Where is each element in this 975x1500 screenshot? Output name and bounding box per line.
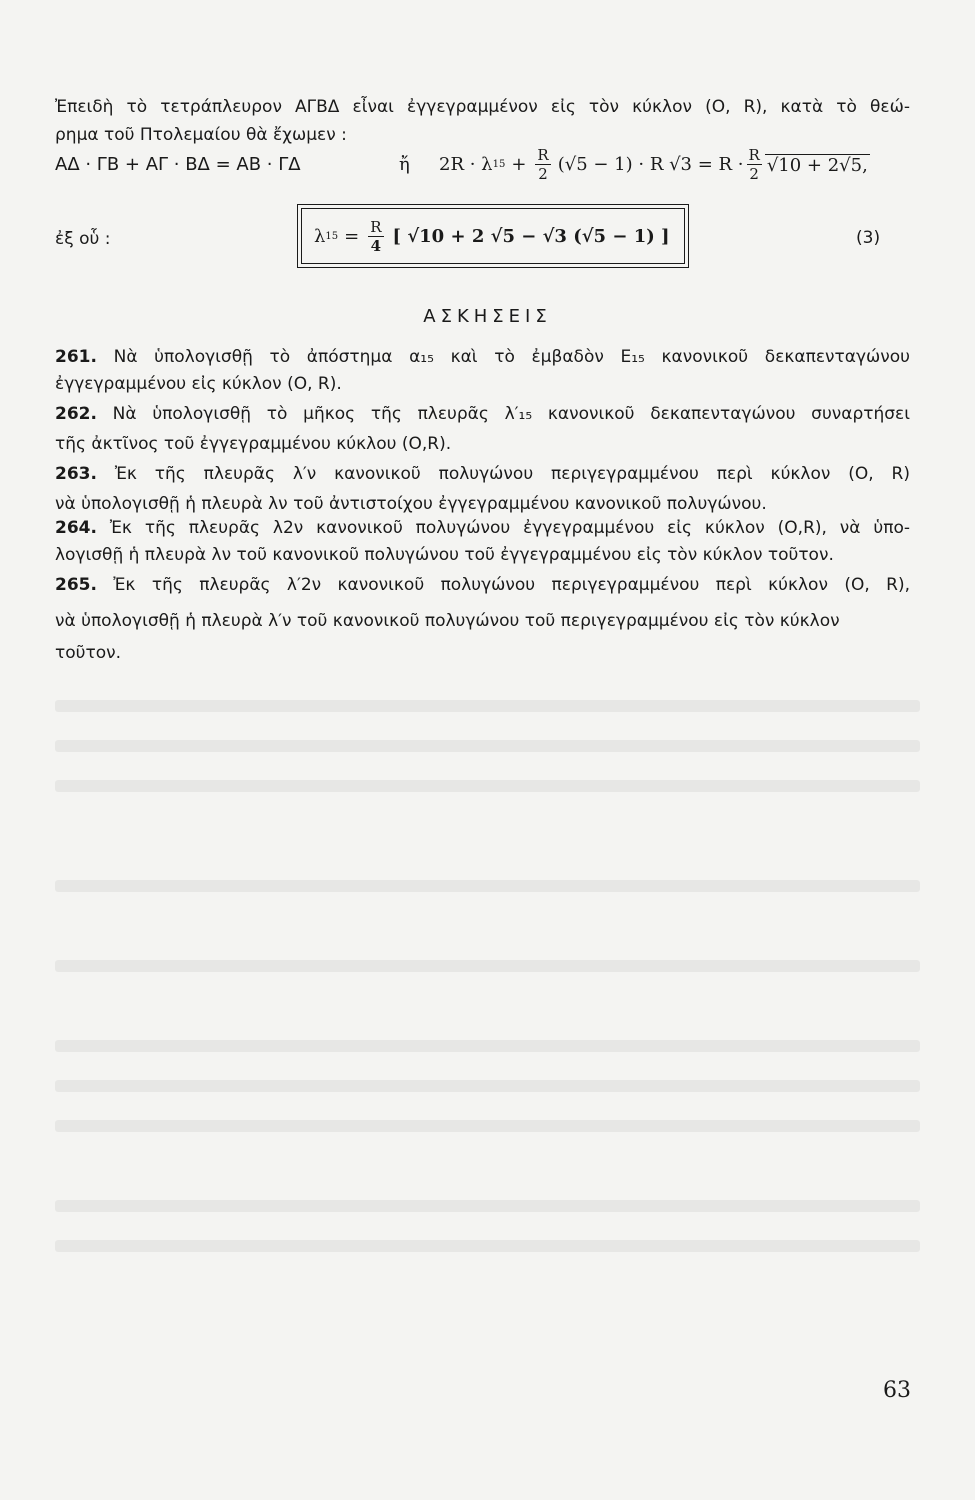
show-through-artifact [55, 1040, 920, 1052]
exercise-264-line-1 [55, 517, 910, 539]
exercise-262-line-1 [55, 403, 910, 425]
exercise-263-line-2: νὰ ὑπολογισθῇ ἡ πλευρὰ λν τοῦ ἀντιστοίχου ἐγγεγραμμένου κανονικοῦ πολυγώνου. [55, 494, 767, 514]
show-through-artifact [55, 960, 920, 972]
frac-numerator: R [537, 146, 549, 164]
eq-part-b: (√5 − 1) · R √3 = R · [557, 154, 744, 175]
exercise-265-line-1 [55, 574, 910, 596]
exercise-number: 265. [55, 575, 97, 595]
boxed-equals: = [344, 225, 360, 247]
exercise-text: Ἐκ τῆς πλευρᾶς λ′2ν κανονικοῦ πολυγώνου περιγεγραμμένου περὶ κύκλον (Ο, R), [96, 575, 910, 595]
exercise-263-line-1 [55, 463, 910, 485]
equation-tag: (3) [856, 228, 881, 248]
show-through-artifact [55, 1120, 920, 1132]
show-through-artifact [55, 780, 920, 792]
frac2-numerator: R [748, 146, 760, 164]
exercise-number: 262. [55, 404, 97, 424]
exercise-262-line-2: τῆς ἀκτῖνος τοῦ ἐγγεγραμμένου κύκλου (Ο,R). [55, 434, 452, 454]
boxed-frac-numerator: R [370, 217, 382, 236]
show-through-artifact [55, 700, 920, 712]
show-through-artifact [55, 1240, 920, 1252]
intro-line-2: ρημα τοῦ Πτολεμαίου θὰ ἔχωμεν : [55, 125, 347, 145]
exercise-number: 263. [55, 464, 97, 484]
show-through-artifact [55, 1080, 920, 1092]
eq-plus: + [511, 154, 527, 175]
frac-denominator: 2 [538, 165, 548, 183]
exercise-number: 261. [55, 347, 97, 367]
from-which-label: ἐξ οὗ : [55, 229, 111, 249]
exercise-265-line-2: νὰ ὑπολογισθῇ ἡ πλευρὰ λ′ν τοῦ κανονικοῦ πολυγώνου τοῦ περιγεγραμμένου εἰς τὸν κύκλον [55, 611, 840, 631]
equation-right [439, 146, 870, 183]
eq-fraction-r-2 [535, 146, 550, 183]
boxed-formula-inner [301, 208, 685, 264]
exercise-261-line-2: ἐγγεγραμμένου εἰς κύκλον (Ο, R). [55, 374, 342, 394]
exercise-text: Ἐκ τῆς πλευρᾶς λ2ν κανονικοῦ πολυγώνου ἐγγεγραμμένου εἰς κύκλον (Ο,R), νὰ ὑπο- [96, 518, 910, 538]
exercise-text: Νὰ ὑπολογισθῇ τὸ ἀπόστημα α₁₅ καὶ τὸ ἐμβαδὸν Ε₁₅ κανονικοῦ δεκαπενταγώνου [96, 347, 910, 367]
show-through-artifact [55, 1200, 920, 1212]
equation-left: ΑΔ · ΓΒ + ΑΓ · ΒΔ = ΑΒ · ΓΔ [55, 154, 301, 175]
intro-line-1: Ἐπειδὴ τὸ τετράπλευρον ΑΓΒΔ εἶναι ἐγγεγραμμένον εἰς τὸν κύκλον (Ο, R), κατὰ τὸ θεώ- [55, 97, 910, 117]
lambda-symbol: λ [314, 225, 326, 247]
eq-part-a: 2R · λ [439, 154, 493, 175]
frac2-denominator: 2 [749, 165, 759, 183]
boxed-frac-denominator: 4 [370, 236, 382, 255]
show-through-artifact [55, 740, 920, 752]
eq-sub-15: 15 [492, 159, 506, 170]
exercise-text: Ἐκ τῆς πλευρᾶς λ′ν κανονικοῦ πολυγώνου περιγεγραμμένου περὶ κύκλον (Ο, R) [96, 464, 910, 484]
ptolemy-equation [55, 142, 910, 186]
exercise-text: Νὰ ὑπολογισθῇ τὸ μῆκος τῆς πλευρᾶς λ′₁₅ κανονικοῦ δεκαπενταγώνου συναρτήσει [96, 404, 910, 424]
section-heading: ΑΣΚΗΣΕΙΣ [423, 306, 552, 327]
exercise-264-line-2: λογισθῇ ἡ πλευρὰ λν τοῦ κανονικοῦ πολυγώνου τοῦ ἐγγεγραμμένου εἰς τὸν κύκλον τοῦτον. [55, 545, 834, 565]
eq-radical: √10 + 2√5, [766, 154, 868, 176]
exercise-265-line-3: τοῦτον. [55, 643, 122, 663]
eq-fraction-r-2-b [747, 146, 762, 183]
boxed-bracket-expression: [ √10 + 2 √5 − √3 (√5 − 1) ] [392, 225, 670, 247]
page-number: 63 [883, 1378, 911, 1403]
boxed-formula [297, 204, 689, 268]
equation-or: ἤ [399, 154, 410, 175]
exercise-261-line-1 [55, 346, 910, 368]
boxed-fraction-r-4 [368, 218, 383, 255]
lambda-sub-15: 15 [325, 230, 339, 242]
exercise-number: 264. [55, 518, 97, 538]
show-through-artifact [55, 880, 920, 892]
